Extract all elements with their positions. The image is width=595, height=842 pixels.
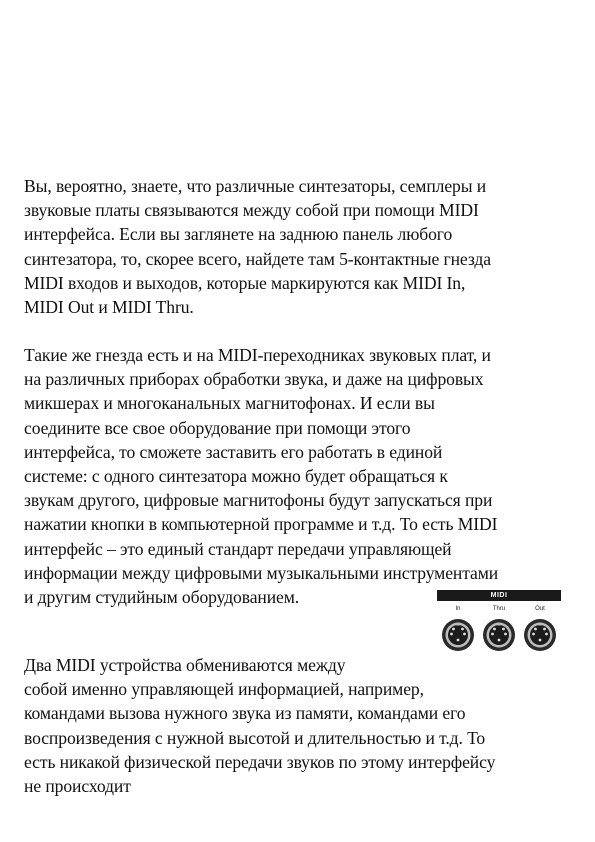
text-line: звуковые платы связываются между собой при помощи MIDI — [24, 200, 479, 221]
text-line: воспроизведения с нужной высотой и длительностью и т.д. То — [24, 727, 486, 748]
midi-thru-jack-icon — [482, 618, 516, 652]
midi-panel-title: MIDI — [437, 590, 561, 601]
text-line: системе: с одного синтезатора можно будет обращаться к — [24, 465, 448, 486]
text-line: информации между цифровыми музыкальными инструментами — [24, 562, 499, 583]
midi-ports-illustration — [437, 590, 561, 658]
port-label-in: In — [455, 606, 461, 612]
text-line: нажатии кнопки в компьютерной программе и т.д. То есть MIDI — [24, 514, 498, 535]
text-line: на различных приборах обработки звука, и даже на цифровых — [24, 369, 484, 390]
text-line: синтезатора, то, скорее всего, найдете там 5-контактные гнезда — [24, 248, 491, 269]
port-label-thru: Thru — [492, 606, 506, 612]
text-line: не происходит — [24, 775, 131, 796]
paragraph-midi-connections — [24, 343, 498, 609]
text-line: микшерах и многоканальных магнитофонах. И если вы — [24, 393, 435, 414]
midi-out-jack-icon — [523, 618, 557, 652]
paragraph-midi-intro — [24, 174, 491, 319]
text-line: MIDI входов и выходов, которые маркируются как MIDI In, — [24, 272, 466, 293]
text-line: командами вызова нужного звука из памяти, командами его — [24, 703, 466, 724]
port-label-out: Out — [535, 606, 545, 612]
text-line: есть никакой физической передачи звуков по этому интерфейсу — [24, 751, 496, 772]
text-line: интерфейса, то сможете заставить его работать в единой — [24, 441, 443, 462]
text-line: звукам другого, цифровые магнитофоны будут запускаться при — [24, 490, 493, 511]
text-line: MIDI Out и MIDI Thru. — [24, 296, 194, 317]
text-line: Вы, вероятно, знаете, что различные синтезаторы, семплеры и — [24, 176, 487, 196]
text-line: интерфейса. Если вы заглянете на заднюю панель любого — [24, 224, 453, 245]
text-line: Два MIDI устройства обмениваются между — [24, 655, 346, 675]
text-line: и другим студийным оборудованием. — [24, 586, 300, 607]
text-line: собой именно управляющей информацией, например, — [24, 679, 424, 700]
text-line: соедините все свое оборудование при помощи этого — [24, 417, 411, 438]
paragraph-midi-control-info — [24, 653, 495, 798]
text-line: Такие же гнезда есть и на MIDI-переходниках звуковых плат, и — [24, 345, 491, 365]
text-line: интерфейс – это единый стандарт передачи управляющей — [24, 538, 452, 559]
midi-in-jack-icon — [441, 618, 475, 652]
